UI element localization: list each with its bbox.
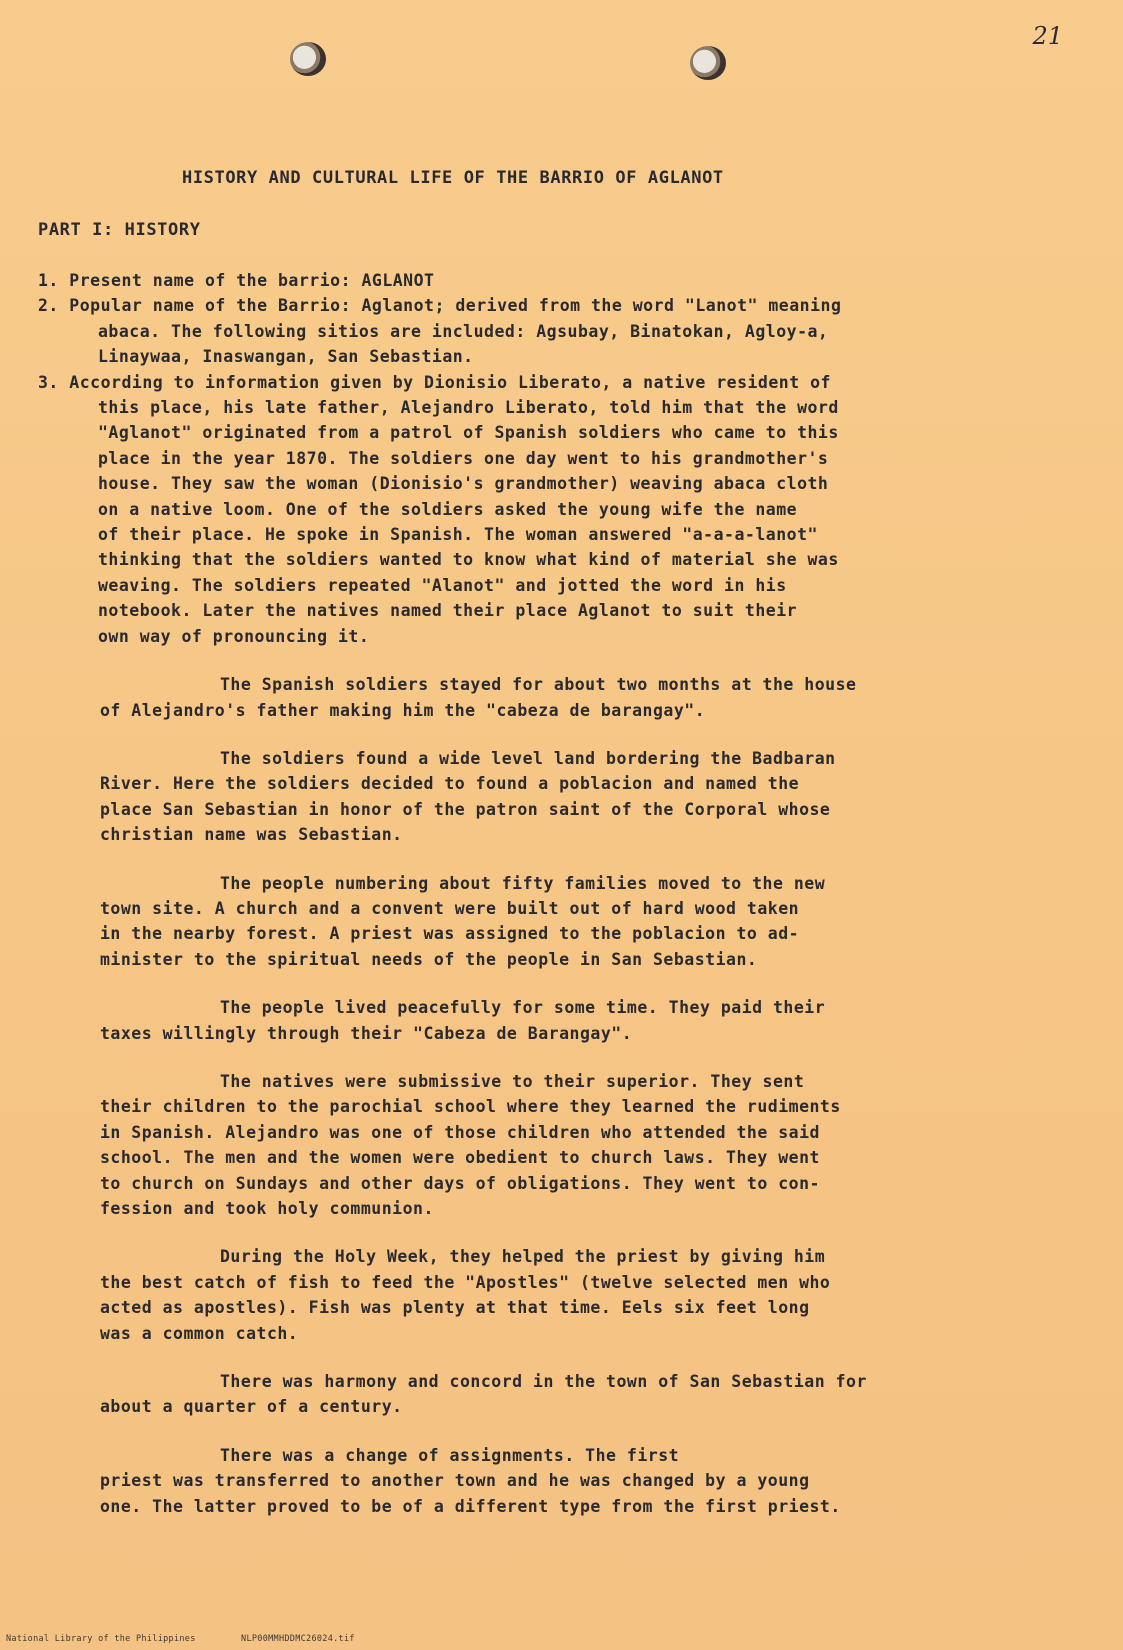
numbered-item — [38, 293, 1038, 369]
part-heading: PART I: HISTORY — [38, 220, 201, 240]
text-line: During the Holy Week, they helped the priest by giving him — [220, 1247, 826, 1267]
page-number: 21 — [1032, 22, 1063, 50]
text-line: christian name was Sebastian. — [100, 825, 403, 845]
text-line: priest was transferred to another town and he was changed by a young — [100, 1471, 810, 1491]
text-line: thinking that the soldiers wanted to know what kind of material she was — [98, 550, 839, 570]
text-line: Linaywaa, Inaswangan, San Sebastian. — [98, 347, 474, 367]
numbered-items — [38, 268, 1038, 649]
text-line: own way of pronouncing it. — [98, 626, 370, 646]
text-line: one. The latter proved to be of a different type from the first priest. — [100, 1496, 841, 1516]
text-line: 2. Popular name of the Barrio: Aglanot; derived from the word "Lanot" meaning — [38, 296, 842, 316]
text-line: The people numbering about fifty families moved to the new — [220, 873, 826, 893]
paragraph — [38, 1244, 1038, 1346]
text-line: abaca. The following sitios are included: Agsubay, Binatokan, Agloy-a, — [98, 321, 829, 341]
footer-library: National Library of the Philippines — [6, 1634, 196, 1644]
text-line: on a native loom. One of the soldiers asked the young wife the name — [98, 499, 798, 519]
text-line: 3. According to information given by Dionisio Liberato, a native resident of — [38, 372, 831, 392]
text-line: in Spanish. Alejandro was one of those children who attended the said — [100, 1122, 820, 1142]
text-line: place in the year 1870. The soldiers one day went to his grandmother's — [98, 448, 829, 468]
text-line: The natives were submissive to their superior. They sent — [220, 1071, 805, 1091]
paragraph — [38, 1443, 1038, 1519]
text-line: house. They saw the woman (Dionisio's grandmother) weaving abaca cloth — [98, 474, 829, 494]
text-line: 1. Present name of the barrio: AGLANOT — [38, 271, 435, 290]
paragraph — [38, 746, 1038, 848]
text-line: town site. A church and a convent were built out of hard wood taken — [100, 898, 800, 918]
text-line: school. The men and the women were obedient to church laws. They went — [100, 1148, 820, 1168]
document-title: HISTORY AND CULTURAL LIFE OF THE BARRIO OF AGLANOT — [182, 168, 724, 188]
text-line: of Alejandro's father making him the "cabeza de barangay". — [100, 700, 706, 720]
paragraphs — [38, 672, 1038, 1519]
paragraph — [38, 1369, 1038, 1420]
text-line: The people lived peacefully for some time. They paid their — [220, 998, 826, 1018]
text-line: minister to the spiritual needs of the people in San Sebastian. — [100, 949, 758, 969]
footer-file: NLP00MMHDDMC26024.tif — [241, 1634, 355, 1644]
text-line: about a quarter of a century. — [100, 1397, 403, 1417]
text-line: notebook. Later the natives named their place Aglanot to suit their — [98, 601, 798, 621]
paragraph — [38, 1069, 1038, 1221]
paragraph — [38, 672, 1038, 723]
paragraph — [38, 995, 1038, 1046]
text-line: There was harmony and concord in the town of San Sebastian for — [220, 1372, 867, 1392]
text-line: taxes willingly through their "Cabeza de Barangay". — [100, 1023, 633, 1043]
text-line: place San Sebastian in honor of the patron saint of the Corporal whose — [100, 799, 831, 819]
text-line: their children to the parochial school where they learned the rudiments — [100, 1097, 841, 1117]
text-line: weaving. The soldiers repeated "Alanot" and jotted the word in his — [98, 575, 787, 595]
document-body — [38, 268, 1038, 1519]
text-line: acted as apostles). Fish was plenty at that time. Eels six feet long — [100, 1298, 810, 1318]
numbered-item — [38, 268, 1038, 293]
text-line: to church on Sundays and other days of obligations. They went to con- — [100, 1173, 820, 1193]
text-line: The Spanish soldiers stayed for about two months at the house — [220, 675, 857, 695]
text-line: "Aglanot" originated from a patrol of Spanish soldiers who came to this — [98, 423, 839, 443]
scan-footer — [6, 1634, 355, 1644]
text-line: The soldiers found a wide level land bordering the Badbaran — [220, 748, 836, 768]
text-line: in the nearby forest. A priest was assigned to the poblacion to ad- — [100, 924, 800, 944]
text-line: of their place. He spoke in Spanish. The woman answered "a-a-a-lanot" — [98, 525, 818, 545]
text-line: the best catch of fish to feed the "Apostles" (twelve selected men who — [100, 1272, 831, 1292]
punch-hole-right — [690, 46, 726, 80]
text-line: this place, his late father, Alejandro Liberato, told him that the word — [98, 398, 839, 418]
text-line: fession and took holy communion. — [100, 1199, 434, 1218]
text-line: There was a change of assignments. The first — [220, 1445, 680, 1465]
text-line: River. Here the soldiers decided to found a poblacion and named the — [100, 774, 800, 794]
paragraph — [38, 871, 1038, 973]
punch-hole-left — [290, 42, 326, 76]
numbered-item — [38, 370, 1038, 649]
text-line: was a common catch. — [100, 1323, 299, 1343]
